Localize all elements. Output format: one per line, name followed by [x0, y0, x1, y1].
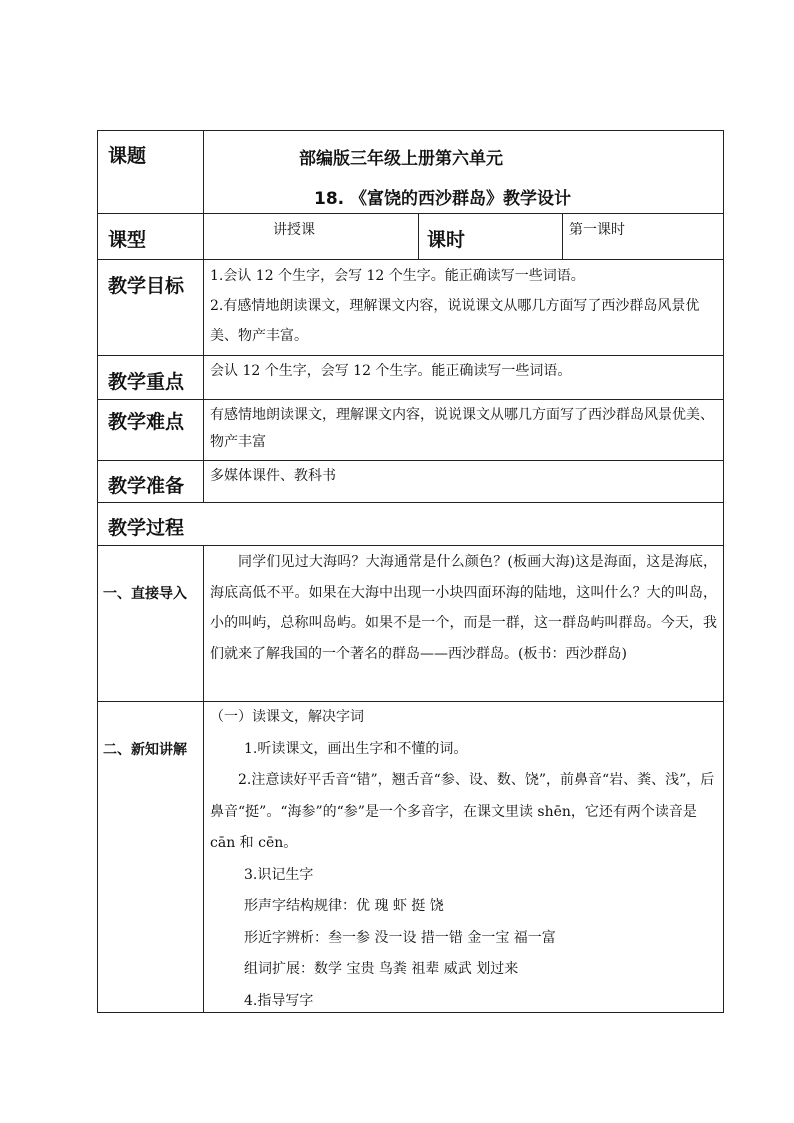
section1-label: 一、直接导入	[103, 586, 187, 602]
goals-label: 教学目标	[108, 275, 185, 297]
type-value: 讲授课	[273, 222, 315, 238]
section1-text: 同学们见过大海吗？大海通常是什么颜色？(板画大海)这是海面，这是海底，海底高低不平。如果在大海中出现一小块四面环海的陆地，这叫什么？大的叫岛，小的叫屿，总称叫岛屿。如果不是一个，而是一群，这一群岛屿叫群岛。今天，我们就来了解我国的一个著名的群岛——西沙群岛。(板书：西沙群岛)	[210, 554, 717, 662]
section2-item-3a: 形声字结构规律：优 瑰 虾 挺 饶	[244, 898, 444, 914]
section2-label: 二、新知讲解	[103, 742, 187, 758]
difficulties-text: 有感情地朗读课文，理解课文内容，说说课文从哪几方面写了西沙群岛风景优美、物产丰富	[210, 407, 714, 450]
section2-item-4: 4.指导写字	[244, 992, 314, 1009]
section2-subheading: （一）读课文，解决字词	[210, 709, 364, 725]
key-points-content-cell	[203, 355, 724, 400]
difficulties-label-cell	[97, 399, 204, 461]
topic-label-cell	[97, 130, 204, 214]
period-label-cell	[418, 213, 563, 260]
period-value-cell	[562, 213, 724, 260]
section1-content-cell	[203, 545, 724, 702]
process-heading: 教学过程	[108, 517, 185, 539]
key-points-label: 教学重点	[108, 371, 185, 393]
goal-item-2: 2.有感情地朗读课文，理解课文内容，说说课文从哪几方面写了西沙群岛风景优美、物产丰富。	[210, 298, 700, 344]
difficulties-content-cell	[203, 399, 724, 461]
difficulties-label: 教学难点	[108, 411, 185, 433]
type-value-cell	[203, 213, 419, 260]
type-label: 课型	[108, 229, 147, 251]
topic-label: 课题	[108, 145, 147, 167]
title-cell	[203, 130, 724, 214]
key-points-text: 会认 12 个生字，会写 12 个生字。能正确读写一些词语。	[210, 363, 572, 379]
goals-label-cell	[97, 259, 204, 356]
goal-item-1: 1.会认 12 个生字，会写 12 个生字。能正确读写一些词语。	[210, 268, 585, 284]
preparation-label: 教学准备	[108, 475, 185, 497]
type-label-cell	[97, 213, 204, 260]
section2-item-3b: 形近字辨析：叁一参 没一设 措一错 金一宝 福一富	[244, 929, 556, 946]
key-points-label-cell	[97, 355, 204, 400]
document-title-line2: 18. 《富饶的西沙群岛》教学设计	[314, 189, 572, 209]
period-label: 课时	[427, 229, 466, 251]
preparation-label-cell	[97, 460, 204, 503]
section2-item-1: 1.听读课文，画出生字和不懂的词。	[244, 740, 468, 757]
preparation-content-cell	[203, 460, 724, 503]
section2-label-cell	[97, 701, 204, 1013]
document-title-line1: 部编版三年级上册第六单元	[299, 149, 503, 169]
goals-content-cell	[203, 259, 724, 356]
process-heading-cell	[97, 502, 724, 546]
section2-item-3: 3.识记生字	[244, 866, 314, 883]
section2-item-2: 2.注意读好平舌音“错”，翘舌音“参、设、数、饶”，前鼻音“岩、粪、浅”，后鼻音“挺”。“海参”的“参”是一个多音字，在课文里读 shēn，它还有两个读音是 cān 和 cēn。	[210, 772, 715, 851]
section1-label-cell	[97, 545, 204, 702]
period-value: 第一课时	[569, 222, 625, 238]
section2-content-cell	[203, 701, 724, 1013]
preparation-text: 多媒体课件、教科书	[210, 468, 336, 484]
section2-item-3c: 组词扩展：数学 宝贵 鸟粪 祖辈 威武 划过来	[244, 961, 519, 977]
